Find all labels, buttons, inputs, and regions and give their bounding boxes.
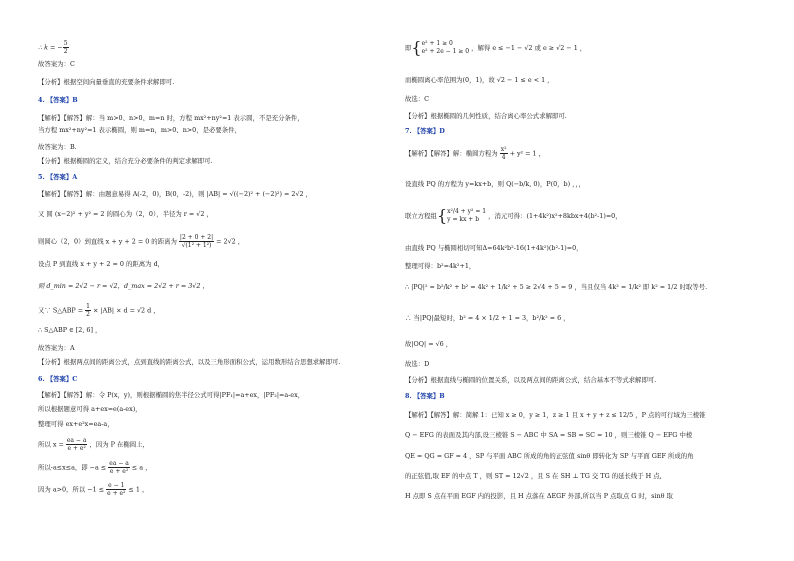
line: 所以 x = $\frac{ea - a}{\text{e + e²}}$ ，因为 P 在椭圆上， [38, 437, 149, 452]
line: 【解析】【解答】解：简解 1：已知 x ≥ 0，y ≥ 1，z ≥ 1 且 x + y + z ≤ 12/5 ，P 点的可行域为三棱锥 [405, 411, 706, 419]
line: 【解析】【解答】解：椭圆方程为 $\frac{\text{x²}}{4}$ + y² = 1 ， [405, 146, 546, 161]
line: 的正弦值,取 EF 的中点 T ，则 ST = 12√2 ，且 S 在 SH ⊥ TG 交 TG 的延长线于 H 点, [405, 472, 662, 480]
line: 所以-a≤x≤a，即 −a ≤ $\frac{ea - a}{\text{e + e²}}$ ≤ a ， [38, 460, 152, 475]
answer-heading: 5. 【答案】A [38, 173, 78, 181]
line: 设直线 PQ 的方程为 y=kx+b，则 Q(−b/k, 0)，P(0，b) ，，， [405, 180, 585, 188]
line: 故答案为：C [38, 60, 75, 68]
analysis-note: 【分析】根据椭圆的定义，结合充分必要条件的判定求解即可. [38, 157, 213, 165]
line: 【解析】【解答】解：由题意易得 A(-2，0)，B(0，-2)，则 |AB| = √((−2)² + (−2)²) = 2√2 ， [38, 190, 313, 198]
line: 又 圆 (x−2)² + y² = 2 的圆心为（2，0），半径为 r = √2 ， [38, 210, 213, 218]
line: 整理可得：b²=4k²+1， [405, 262, 476, 270]
line: 故答案为：B. [38, 143, 77, 151]
analysis-note: 【分析】根据椭圆的几何性质，结合离心率公式求解即可. [405, 112, 567, 120]
answer-heading: 4. 【答案】B [38, 96, 78, 104]
answer-heading: 8. 【答案】B [405, 392, 445, 400]
analysis-note: 【分析】根据空间向量垂直的充要条件求解即可. [38, 78, 175, 86]
line: 设点 P 到直线 x + y + 2 = 0 的距离为 d， [38, 260, 165, 268]
line: 又∵ S△ABP = $\frac{1}{2}$ × |AB| × d = √2 d ， [38, 303, 160, 318]
answer-heading: 7. 【答案】D [405, 127, 445, 135]
answer-heading: 6. 【答案】C [38, 375, 78, 383]
line: ∴ 当|PQ|最短时，b² = 4 × 1/2 + 1 = 3，b²/k² = 6 ， [405, 314, 570, 322]
line: 故答案为：A [38, 344, 75, 352]
line: 【解析】【解答】解：当 m>0、n>0、m=n 时，方程 mx²+ny²=1 表示圆，不是充分条件， [38, 114, 304, 122]
line: 因为 a>0，所以 −1 ≤ $\frac{e - 1}{\text{e + e²}}$ ≤ 1 ， [38, 482, 149, 497]
line: 则 d_min = 2√2 − r = √2，d_max = 2√2 + r = 3√2 ， [38, 282, 209, 290]
line: ∴ |PQ|² = b²/k² + b² = 4k² + 1/k² + 5 ≥ 2√4 + 5 = 9 ，当且仅当 4k² = 1/k² 即 k² = 1/2 时取等号. [405, 283, 708, 291]
analysis-note: 【分析】根据直线与椭圆的位置关系，以及两点间的距离公式，结合基本不等式求解即可. [405, 376, 657, 384]
line: 则圆心（2，0）到直线 x + y + 2 = 0 的距离为 $\frac{|2 + 0 + 2|}{\text{√(1² + 1²)}}$ = 2√2 ， [38, 234, 245, 249]
line: 整理可得 ex+e²x=ea-a， [38, 420, 114, 428]
line: 当方程 mx²+ny²=1 表示椭圆，则 m=n，m>0、n>0，是必要条件， [38, 126, 241, 134]
line: 故选：D [405, 360, 430, 368]
line: QE = QG = GF = 4 ，SP 与平面 ABC 所成的角的正弦值 sinθ 即转化为 SP 与平面 GEF 所成的角 [405, 452, 694, 460]
line: 故|OQ| = √6 ， [405, 340, 453, 348]
line: ∴ k = − $\frac{5}{2}$ [38, 40, 68, 55]
line: 【解析】【解答】解：令 P(x，y)，则根据椭圆的焦半径公式可得|PF₁|=a+ex，|PF₂|=a-ex， [38, 391, 305, 399]
analysis-note: 【分析】根据两点间的距离公式，点到直线的距离公式，以及三角形面积公式，运用数形结合思想求解即可. [38, 358, 341, 366]
line: 即{ e² + 1 ≥ 0 e² + 2e − 1 ≥ 0 ，解得 e ≤ −1 − √2 或 e ≥ √2 − 1 ， [405, 38, 587, 57]
line: 联立方程组{ x²/4 + y² = 1 y = kx + b ，消元可得：(1+4k²)x²+8kbx+4(b²-1)=0， [405, 206, 622, 225]
line: 故选：C [405, 95, 430, 103]
line: H 点即 S 点在平面 EGF 内的投影，且 H 点落在 ΔEGF 外部,所以当 P 点取点 G 时，sinθ 取 [405, 492, 673, 500]
line: 所以根据题意可得 a+ex=e(a-ex)， [38, 405, 142, 413]
line: 由直线 PQ 与椭圆相切可知Δ=64k²b²-16(1+4k²)(b²-1)=0， [405, 244, 583, 252]
line: Q − EFG 的表面及其内部,设三棱锥 S − ABC 中 SA = SB = SC = 10 ，则三棱锥 Q − EFG 中棱 [405, 431, 693, 439]
line: 而椭圆离心率范围为(0，1)，故 √2 − 1 ≤ e < 1 ， [405, 76, 554, 84]
line: ∴ S△ABP ∈ [2, 6] ， [38, 326, 102, 334]
